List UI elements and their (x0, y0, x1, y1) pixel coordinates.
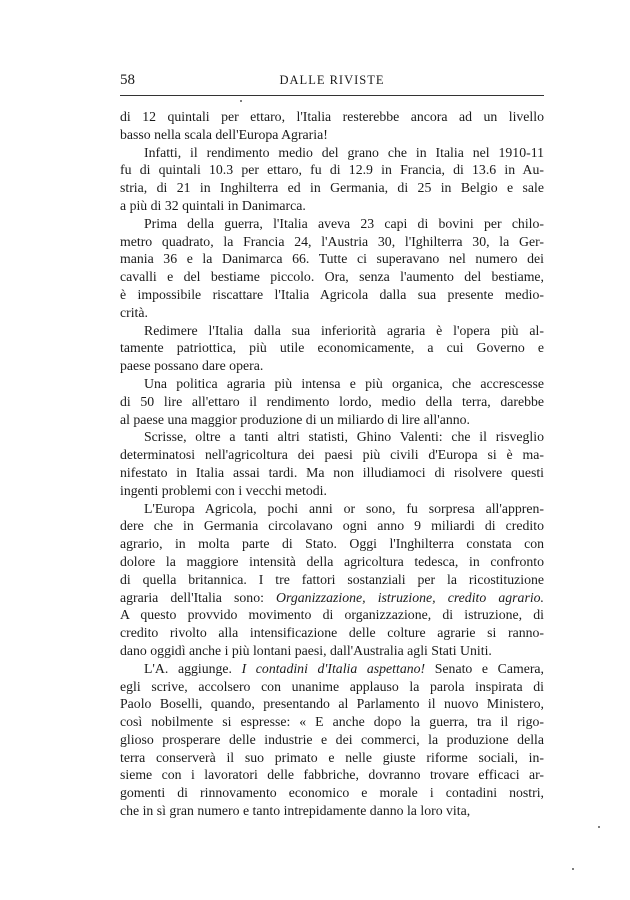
text-line: dolore la maggiore intensità della agricoltura tedesca, in confronto (120, 553, 544, 569)
text-line: agraria dell'Italia sono: Organizzazione, istruzione, credito agrario. (120, 589, 544, 605)
text-line: nifestato in Italia assai tardi. Ma non illudiamoci di risolvere questi (120, 464, 544, 480)
text-line: dano oggidì anche i più lontani paesi, dall'Australia agli Stati Uniti. (120, 642, 492, 658)
text-line: al paese una maggior produzione di un miliardo di lire all'anno. (120, 411, 470, 427)
page-number: 58 (120, 72, 135, 88)
running-head: DALLE RIVISTE (279, 73, 385, 87)
text-line: credito rivolto alla intensificazione delle colture agrarie si ranno- (120, 625, 544, 641)
text-line: così nobilmente si espresse: « E anche dopo la guerra, tra il rigo- (120, 714, 544, 730)
text-line: che in sì gran numero e tanto intrepidamente danno la loro vita, (120, 803, 471, 819)
page-header (120, 72, 544, 92)
text-line: sieme con i lavoratori delle fabbriche, dovranno trovare efficaci ar- (120, 767, 544, 783)
text-line: di 12 quintali per ettaro, l'Italia resterebbe ancora ad un livello (120, 109, 544, 124)
text-line: fu di quintali 10.3 per ettaro, fu di 12.9 in Francia, di 13.6 in Au- (120, 162, 544, 178)
text-line: metro quadrato, la Francia 24, l'Austria 30, l'Ighilterra 30, la Ger- (120, 233, 544, 249)
paragraph (120, 375, 544, 428)
paragraph (120, 500, 544, 660)
text-line: Una politica agraria più intensa e più organica, che accrescesse (144, 375, 544, 391)
text-line: egli scrive, accolsero con unanime applauso la parola inspirata di (120, 678, 544, 694)
scan-speck (598, 826, 600, 828)
scan-speck (240, 100, 242, 102)
text-line: mania 36 e la Danimarca 66. Tutte ci superavano nel numero dei (120, 251, 544, 267)
paragraph (120, 215, 544, 322)
text-line: a più di 32 quintali in Danimarca. (120, 197, 306, 213)
text-line: è impossibile riscattare l'Italia Agricola dalla sua presente medio- (120, 286, 544, 302)
text-line: A questo provvido movimento di organizzazione, di istruzione, di (120, 607, 544, 623)
text-line: Prima della guerra, l'Italia aveva 23 capi di bovini per chilo- (144, 215, 544, 231)
text-line: di quella britannica. I tre fattori sostanziali per la ricostituzione (120, 571, 544, 587)
text-line: Scrisse, oltre a tanti altri statisti, Ghino Valenti: che il risveglio (144, 429, 544, 445)
text-line: ingenti problemi con i vecchi metodi. (120, 482, 327, 498)
paragraph (120, 108, 544, 144)
paragraph (120, 660, 544, 820)
text-line: agrario, in molta parte di Stato. Oggi l'Inghilterra constata con (120, 536, 544, 552)
text-line: gomenti di rinnovamento economico e morale i contadini nostri, (120, 785, 544, 801)
text-line: stria, di 21 in Inghilterra ed in Germania, di 25 in Belgio e sale (120, 180, 544, 196)
text-line: cavalli e del bestiame piccolo. Ora, senza l'aumento del bestiame, (120, 269, 544, 285)
paragraph (120, 144, 544, 215)
text-line: L'Europa Agricola, pochi anni or sono, fu sorpresa all'appren- (144, 500, 544, 516)
text-line: Infatti, il rendimento medio del grano che in Italia nel 1910-11 (144, 144, 544, 160)
body-text (120, 108, 544, 820)
header-rule (120, 95, 544, 96)
text-line: tamente patriottica, più utile economicamente, a cui Governo e (120, 340, 544, 356)
text-line: glioso prosperare delle industrie e dei commerci, la produzione della (120, 731, 544, 747)
text-line: Redimere l'Italia dalla sua inferiorità agraria è l'opera più al- (144, 322, 544, 338)
text-line: basso nella scala dell'Europa Agraria! (120, 126, 328, 142)
paragraph (120, 322, 544, 375)
text-line: determinatosi nell'agricoltura dei paesi più civili d'Europa si è ma- (120, 447, 544, 463)
text-line: crità. (120, 304, 148, 320)
paragraph (120, 428, 544, 499)
text-line: L'A. aggiunge. I contadini d'Italia aspettano! Senato e Camera, (144, 660, 545, 676)
text-line: Paolo Boselli, quando, presentando al Parlamento il nuovo Ministero, (120, 696, 544, 712)
scan-speck (572, 868, 574, 870)
text-line: terra conserverà il suo primato e nelle giuste riforme sociali, in- (120, 749, 544, 765)
text-line: di 50 lire all'ettaro il rendimento lordo, medio della terra, darebbe (120, 393, 544, 409)
text-line: paese possano dare opera. (120, 358, 264, 374)
text-line: dere che in Germania circolavano ogni anno 9 miliardi di credito (120, 518, 544, 534)
